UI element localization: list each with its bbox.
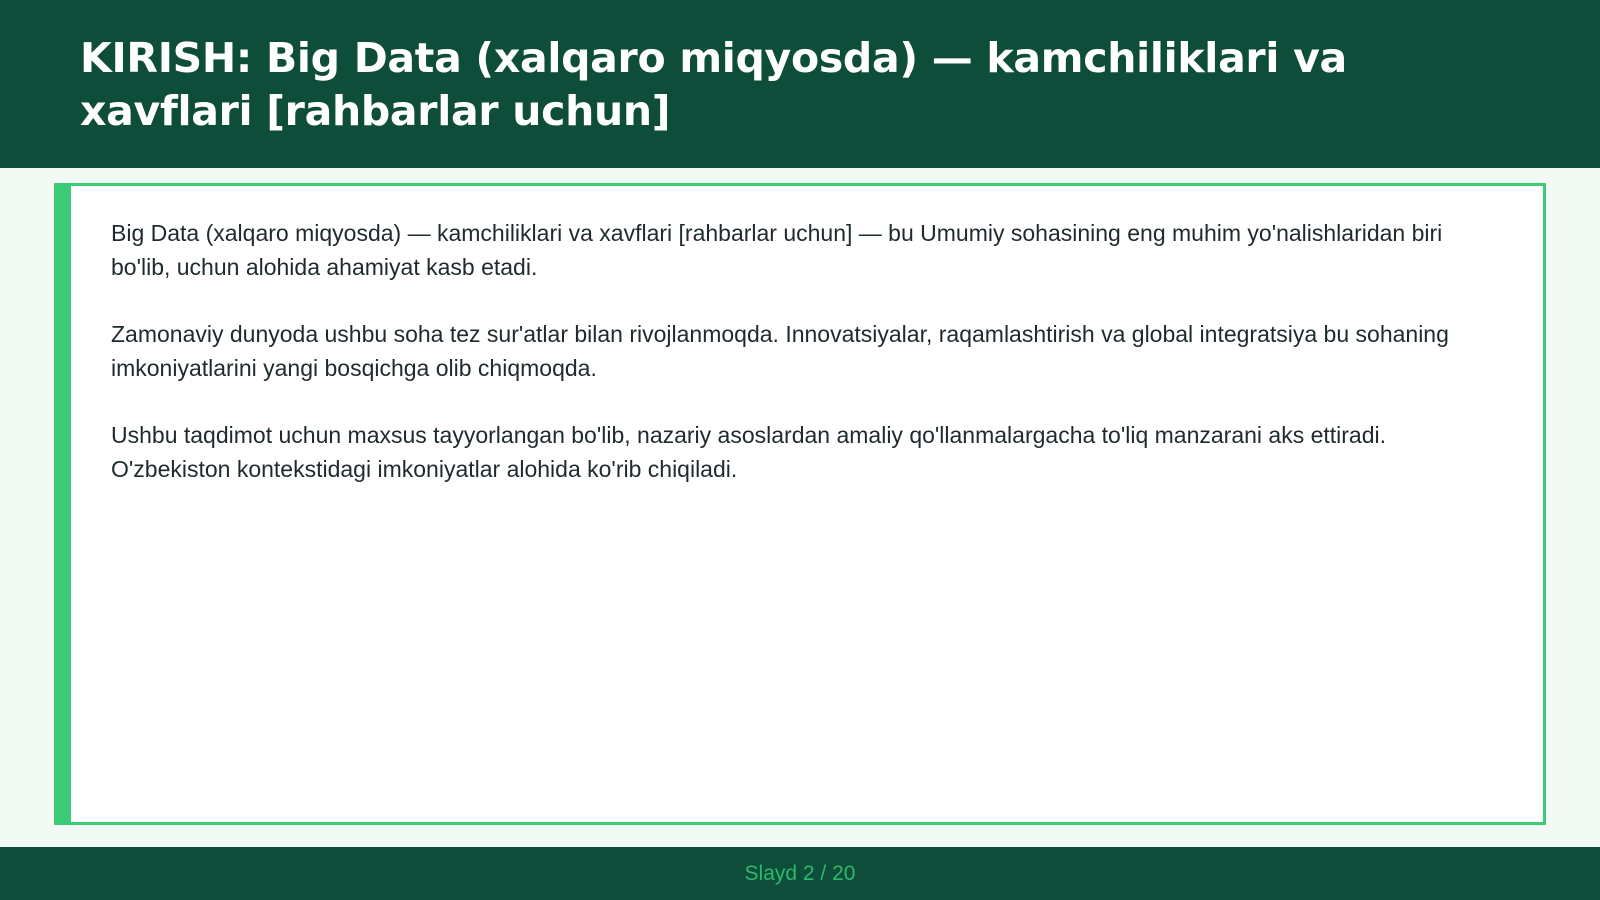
content-box xyxy=(54,183,1546,825)
slide-title: KIRISH: Big Data (xalqaro miqyosda) — kamchiliklari va xavflari [rahbarlar uchun] xyxy=(80,34,1347,135)
slide-header xyxy=(0,0,1600,168)
slide-counter: Slayd 2 / 20 xyxy=(744,861,856,885)
modern-world-paragraph: Zamonaviy dunyoda ushbu soha tez sur'atlar bilan rivojlanmoqda. Innovatsiyalar, raqamlashtirish va global integratsiya bu sohaning imkoniyatlarini yangi bosqichga olib chiqmoqda. xyxy=(111,321,1449,381)
intro-paragraph: Big Data (xalqaro miqyosda) — kamchiliklari va xavflari [rahbarlar uchun] — bu Umumiy sohasining eng muhim yo'nalishlaridan biri bo'lib, uchun alohida ahamiyat kasb etadi. xyxy=(111,220,1443,280)
presentation-purpose-paragraph: Ushbu taqdimot uchun maxsus tayyorlangan bo'lib, nazariy asoslardan amaliy qo'llanmalargacha to'liq manzarani aks ettiradi. O'zbekiston kontekstidagi imkoniyatlar alohida ko'rib chiqiladi. xyxy=(111,422,1387,482)
slide-footer xyxy=(0,847,1600,900)
